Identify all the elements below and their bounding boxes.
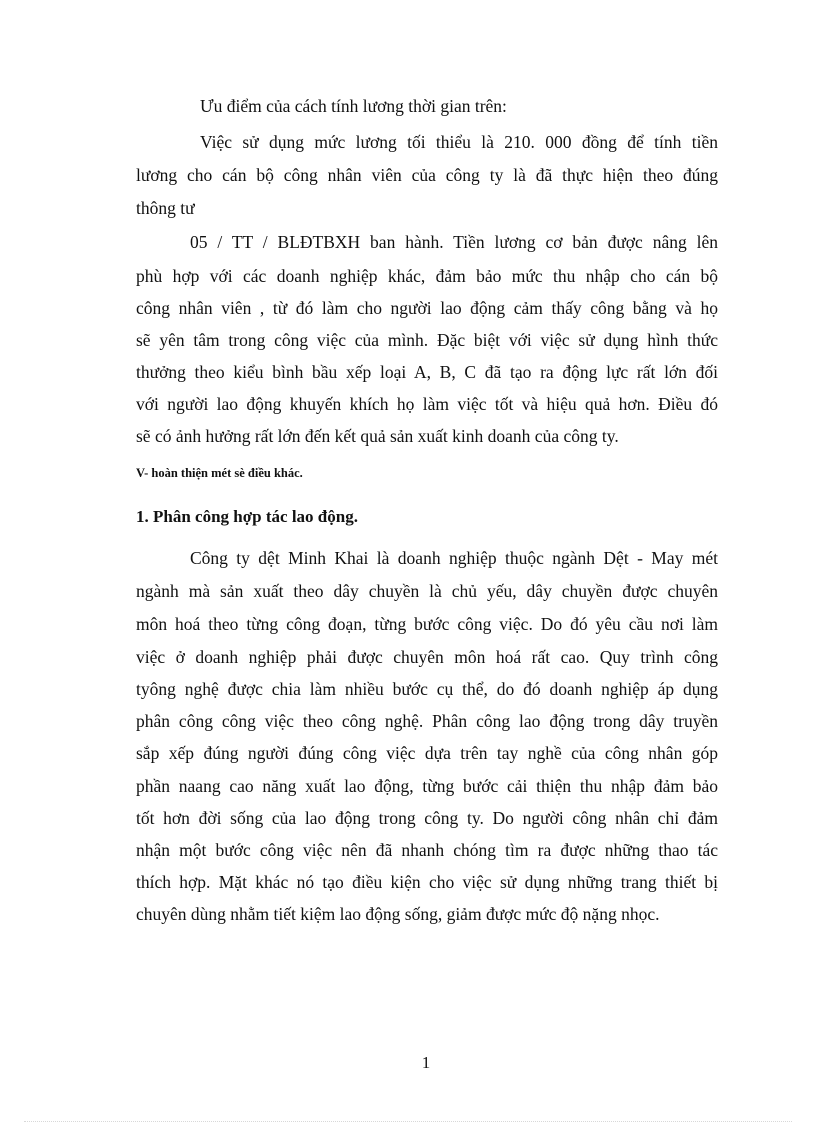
paragraph-2-line-1: 05 / TT / BLĐTBXH ban hành. Tiền lương cơ bản được nâng lên [190, 232, 718, 252]
advantages-heading: Ưu điểm của cách tính lương thời gian trên: [200, 96, 507, 116]
section-v-title: V- hoàn thiện mét sè điều khác. [136, 466, 303, 480]
paragraph-3-line-10: nhận một bước công việc nên đã nhanh chóng tìm ra được những thao tác [136, 840, 718, 860]
paragraph-2-line-3: công nhân viên , từ đó làm cho người lao động cảm thấy công bằng và họ [136, 298, 718, 318]
paragraph-2-line-2: phù hợp với các doanh nghiệp khác, đảm bảo mức thu nhập cho cán bộ [136, 266, 718, 286]
paragraph-1-line-2: lương cho cán bộ công nhân viên của công ty là đã thực hiện theo đúng [136, 165, 718, 185]
paragraph-3-line-3: môn hoá theo từng công đoạn, từng bước công việc. Do đó yêu cầu nơi làm [136, 614, 718, 634]
paragraph-1-line-1: Việc sử dụng mức lương tối thiểu là 210. 000 đồng để tính tiền [200, 132, 718, 152]
paragraph-3-line-4: việc ở doanh nghiệp phải được chuyên môn hoá rất cao. Quy trình công [136, 647, 718, 667]
paragraph-3-line-1: Công ty dệt Minh Khai là doanh nghiệp thuộc ngành Dệt - May mét [190, 548, 718, 568]
paragraph-3-line-11: thích hợp. Mặt khác nó tạo điều kiện cho việc sử dụng những trang thiết bị [136, 872, 718, 892]
paragraph-1-line-3: thông tư [136, 198, 195, 218]
paragraph-3-line-6: phân công công việc theo công nghệ. Phân công lao động trong dây truyền [136, 711, 718, 731]
paragraph-3-line-5: tyông nghệ được chia làm nhiều bước cụ thể, do đó doanh nghiệp áp dụng [136, 679, 718, 699]
page-number: 1 [421, 1053, 431, 1072]
paragraph-3-line-7: sắp xếp đúng người đúng công việc dựa trên tay nghề của công nhân góp [136, 743, 718, 763]
page-bottom-dotted-rule [24, 1121, 792, 1122]
paragraph-2-line-5: thưởng theo kiểu bình bầu xếp loại A, B, C đã tạo ra động lực rất lớn đối [136, 362, 718, 382]
section-1-title: 1. Phân công hợp tác lao động. [136, 507, 358, 526]
paragraph-3-line-2: ngành mà sản xuất theo dây chuyền là chủ yếu, dây chuyền được chuyên [136, 581, 718, 601]
paragraph-2-line-6: với người lao động khuyến khích họ làm việc tốt và hiệu quả hơn. Điều đó [136, 394, 718, 414]
paragraph-3-line-8: phần naang cao năng xuất lao động, từng bước cải thiện thu nhập đảm bảo [136, 776, 718, 796]
paragraph-3-line-12: chuyên dùng nhằm tiết kiệm lao động sống, giảm được mức độ nặng nhọc. [136, 904, 660, 924]
paragraph-2-line-4: sẽ yên tâm trong công việc của mình. Đặc biệt với việc sử dụng hình thức [136, 330, 718, 350]
paragraph-2-line-7: sẽ có ảnh hưởng rất lớn đến kết quả sản xuất kinh doanh của công ty. [136, 426, 619, 446]
paragraph-3-line-9: tốt hơn đời sống của lao động trong công ty. Do người công nhân chỉ đảm [136, 808, 718, 828]
